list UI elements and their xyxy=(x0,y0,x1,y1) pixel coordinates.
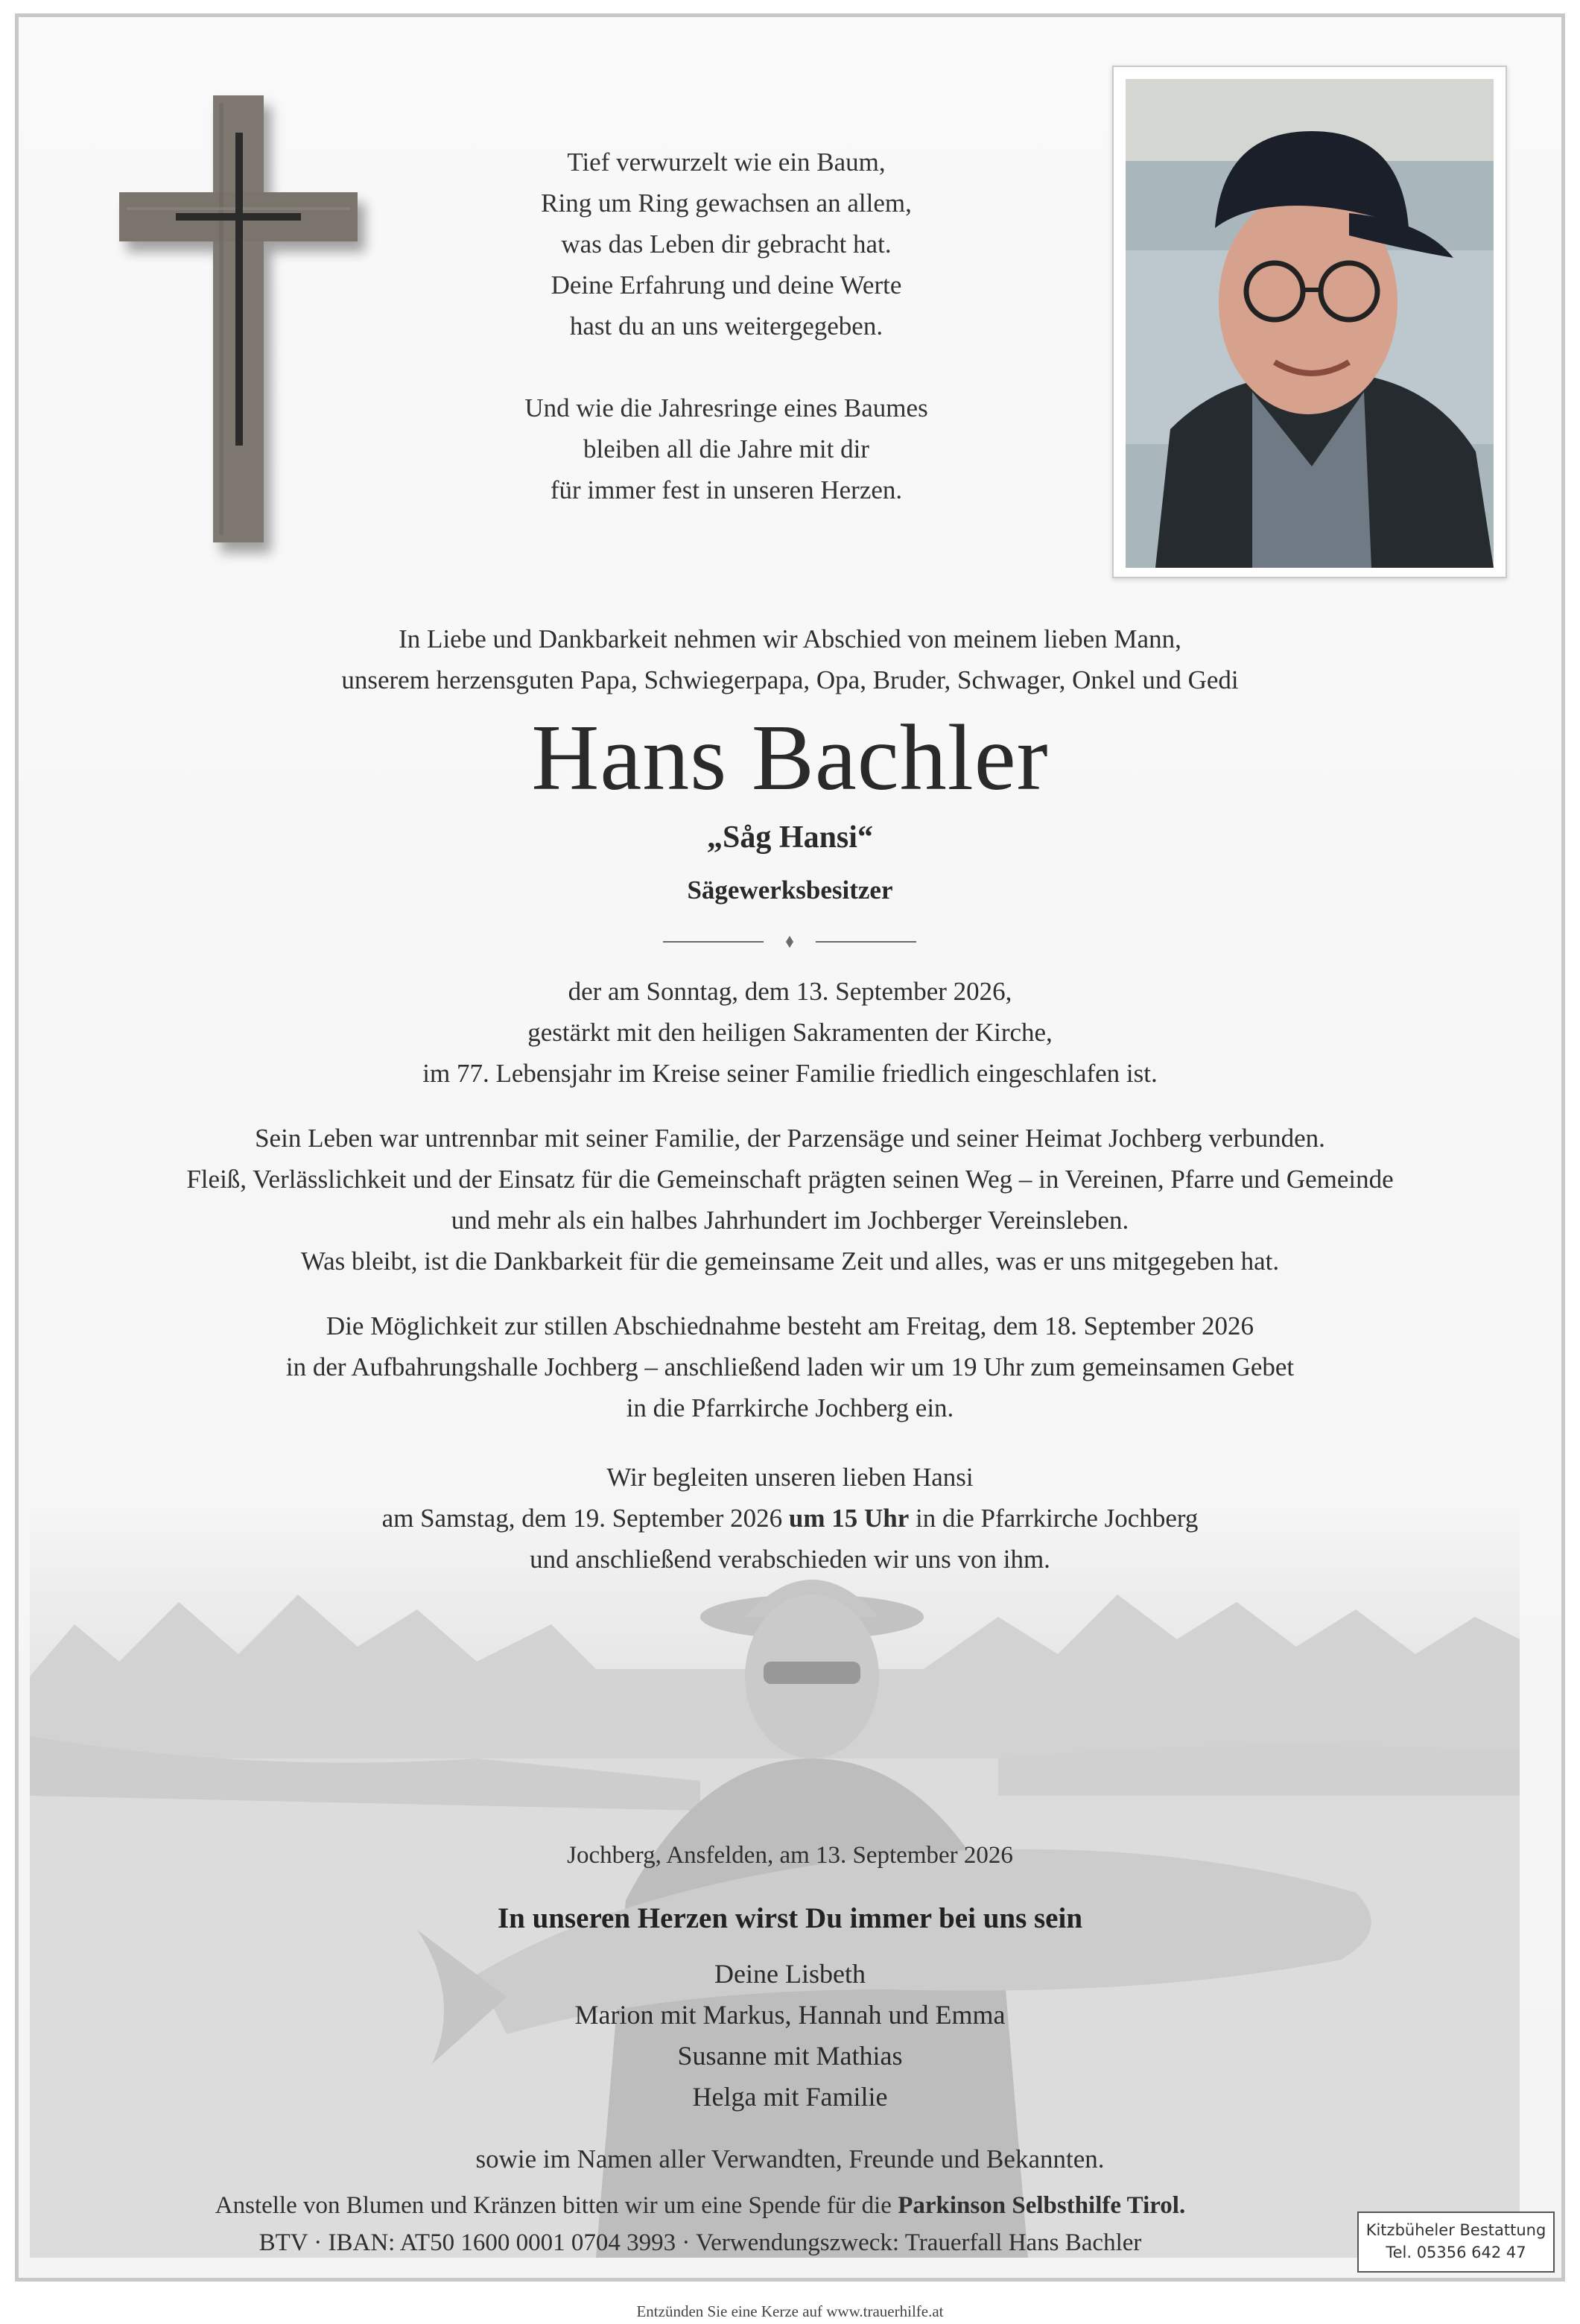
death-line: gestärkt mit den heiligen Sakramenten der Kirche, xyxy=(527,1018,1053,1047)
family-member: Helga mit Familie xyxy=(692,2082,888,2112)
family-member: Susanne mit Mathias xyxy=(677,2041,903,2071)
deceased-name: Hans Bachler xyxy=(531,706,1049,810)
portrait-image xyxy=(1126,79,1494,568)
donation-bank: BTV · IBAN: AT50 1600 0001 0704 3993 · Verwendungszweck: Trauerfall Hans Bachler xyxy=(258,2229,1142,2256)
footer-link[interactable]: Entzünden Sie eine Kerze auf www.trauerhilfe.at xyxy=(636,2302,944,2320)
donation-recipient: Parkinson Selbsthilfe Tirol. xyxy=(898,2192,1186,2219)
poem-stanza-2 xyxy=(417,387,1035,510)
family-list xyxy=(45,1954,1535,2118)
relatives-line xyxy=(45,2138,1535,2179)
place-date-line: Jochberg, Ansfelden, am 13. September 2026 xyxy=(567,1842,1013,1869)
closing-line: In unseren Herzen wirst Du immer bei uns sein xyxy=(497,1902,1083,1934)
funeral-time: um 15 Uhr xyxy=(788,1504,910,1533)
life-line: Fleiß, Verlässlichkeit und der Einsatz für die Gemeinschaft prägten seinen Weg – in Vereinen, Pfarre und Gemeinde xyxy=(186,1165,1394,1194)
poem xyxy=(417,142,1035,551)
poem-line: hast du an uns weitergegeben. xyxy=(569,311,883,341)
life-line: und mehr als ein halbes Jahrhundert im Jochberger Vereinsleben. xyxy=(451,1206,1129,1235)
poem-line: Ring um Ring gewachsen an allem, xyxy=(541,189,912,218)
poem-line: was das Leben dir gebracht hat. xyxy=(561,229,892,259)
poem-line: bleiben all die Jahre mit dir xyxy=(583,434,869,463)
funeral-line xyxy=(45,1498,1535,1539)
donation-text xyxy=(45,2187,1356,2261)
portrait-photo xyxy=(1112,66,1507,578)
donation-line xyxy=(45,2187,1356,2224)
funeral-place: in die Pfarrkirche Jochberg xyxy=(909,1504,1199,1533)
place-date xyxy=(45,1835,1535,1876)
death-line: der am Sonntag, dem 13. September 2026, xyxy=(568,977,1012,1006)
relatives-text: sowie im Namen aller Verwandten, Freunde und Bekannten. xyxy=(475,2144,1105,2173)
funeral-date: am Samstag, dem 19. September 2026 xyxy=(381,1504,789,1533)
viewing-line: Die Möglichkeit zur stillen Abschiednahme besteht am Freitag, dem 18. September 2026 xyxy=(326,1311,1254,1340)
undertaker-phone: Tel. 05356 642 47 xyxy=(1386,2244,1526,2261)
undertaker-name: Kitzbüheler Bestattung xyxy=(1365,2221,1546,2239)
intro-text xyxy=(45,618,1535,700)
life-line: Sein Leben war untrennbar mit seiner Familie, der Parzensäge und seiner Heimat Jochberg verbunden. xyxy=(255,1124,1325,1153)
deceased-occupation: Sägewerksbesitzer xyxy=(687,876,893,905)
life-line: Was bleibt, ist die Dankbarkeit für die gemeinsame Zeit und alles, was er uns mitgegeben hat. xyxy=(300,1247,1280,1276)
family-member: Deine Lisbeth xyxy=(714,1959,866,1989)
family-member: Marion mit Markus, Hannah und Emma xyxy=(574,2000,1006,2030)
viewing-line: in der Aufbahrungshalle Jochberg – anschließend laden wir um 19 Uhr zum gemeinsamen Gebet xyxy=(285,1352,1295,1381)
life-text xyxy=(45,1118,1535,1282)
intro-line: In Liebe und Dankbarkeit nehmen wir Abschied von meinem lieben Mann, xyxy=(399,624,1181,653)
intro-line: unserem herzensguten Papa, Schwiegerpapa, Opa, Bruder, Schwager, Onkel und Gedi xyxy=(341,665,1239,694)
deceased-nickname: „Såg Hansi“ xyxy=(707,820,873,855)
death-line: im 77. Lebensjahr im Kreise seiner Familie friedlich eingeschlafen ist. xyxy=(422,1059,1158,1088)
undertaker-badge xyxy=(1357,2211,1555,2273)
donation-request: Anstelle von Blumen und Kränzen bitten wir um eine Spende für die xyxy=(215,2192,898,2219)
funeral-text xyxy=(45,1457,1535,1580)
wooden-cross-icon xyxy=(119,95,358,542)
viewing-text xyxy=(45,1305,1535,1428)
funeral-line: und anschließend verabschieden wir uns von ihm. xyxy=(530,1545,1050,1574)
poem-line: Und wie die Jahresringe eines Baumes xyxy=(524,393,928,422)
poem-stanza-1 xyxy=(417,142,1035,346)
poem-line: für immer fest in unseren Herzen. xyxy=(550,475,903,504)
poem-line: Deine Erfahrung und deine Werte xyxy=(551,270,902,300)
death-text xyxy=(45,971,1535,1094)
viewing-line: in die Pfarrkirche Jochberg ein. xyxy=(626,1393,954,1422)
funeral-line: Wir begleiten unseren lieben Hansi xyxy=(606,1463,974,1492)
poem-line: Tief verwurzelt wie ein Baum, xyxy=(567,148,886,177)
ornament-divider xyxy=(663,933,916,951)
